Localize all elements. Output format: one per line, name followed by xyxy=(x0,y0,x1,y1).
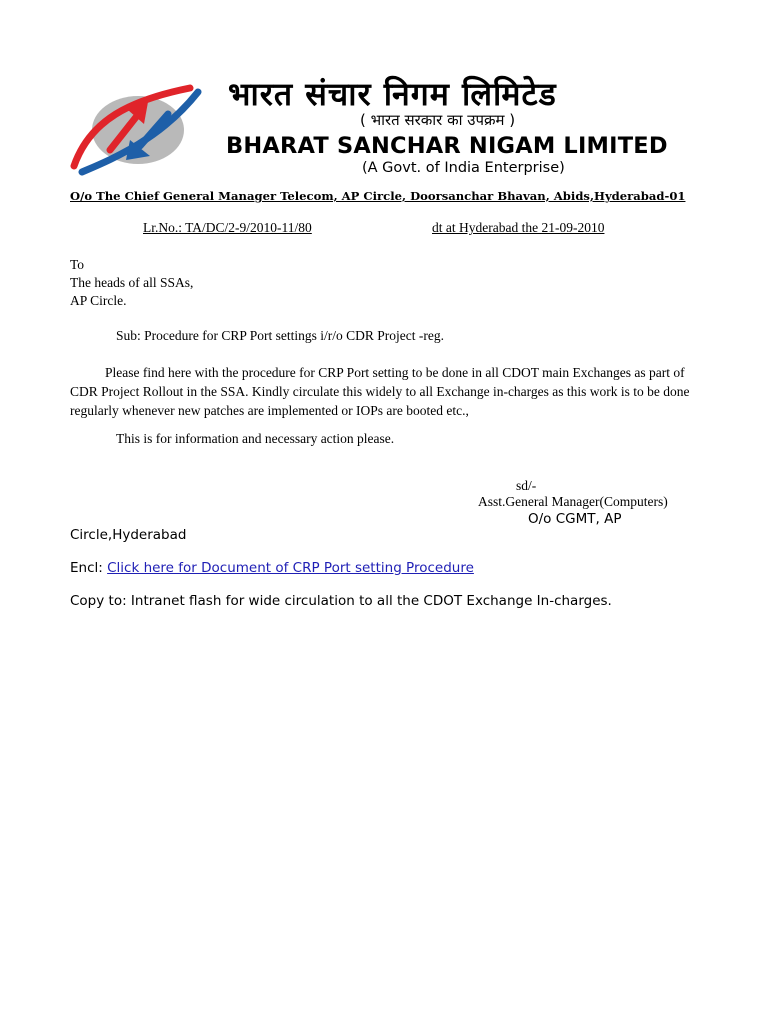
english-subtitle: (A Govt. of India Enterprise) xyxy=(362,160,565,176)
letterhead xyxy=(70,70,695,182)
signatory-designation: Asst.General Manager(Computers) xyxy=(478,494,668,509)
body-paragraph: Please find here with the procedure for CRP Port setting to be done in all CDOT main Exchanges as part of CDR Project Rollout in the SSA. Kindly circulate this widely to all Exchange in-charges as this work is to be done regularly whenever new patches are implemented or IOPs are booted etc., xyxy=(70,365,690,418)
bsnl-logo-icon xyxy=(70,80,205,180)
hindi-subtitle: ( भारत सरकार का उपक्रम ) xyxy=(360,111,516,129)
address-line-1: The heads of all SSAs, xyxy=(70,275,194,290)
info-line: This is for information and necessary action please. xyxy=(116,431,395,446)
english-company-name: BHARAT SANCHAR NIGAM LIMITED xyxy=(226,133,668,159)
recipient-address xyxy=(70,256,193,310)
copy-to-line: Copy to: Intranet flash for wide circulation to all the CDOT Exchange In-charges. xyxy=(70,593,612,609)
hindi-company-name: भारत संचार निगम लिमिटेड xyxy=(228,75,557,113)
enclosure-line xyxy=(70,560,474,576)
subject-line: Sub: Procedure for CRP Port settings i/r/o CDR Project -reg. xyxy=(116,328,444,343)
address-to: To xyxy=(70,257,85,272)
address-line-2: AP Circle. xyxy=(70,293,127,308)
enclosure-label: Encl: xyxy=(70,560,108,576)
signature-sd: sd/- xyxy=(516,478,537,493)
letter-number: Lr.No.: TA/DC/2-9/2010-11/80 xyxy=(143,220,312,235)
letter-date: dt at Hyderabad the 21-09-2010 xyxy=(432,220,605,235)
procedure-document-link[interactable]: Click here for Document of CRP Port setting Procedure xyxy=(107,560,474,576)
signatory-circle: Circle,Hyderabad xyxy=(70,527,187,543)
office-address-line: O/o The Chief General Manager Telecom, AP Circle, Doorsanchar Bhavan, Abids,Hyderabad-01 xyxy=(70,189,686,203)
signatory-office: O/o CGMT, AP xyxy=(528,511,622,527)
